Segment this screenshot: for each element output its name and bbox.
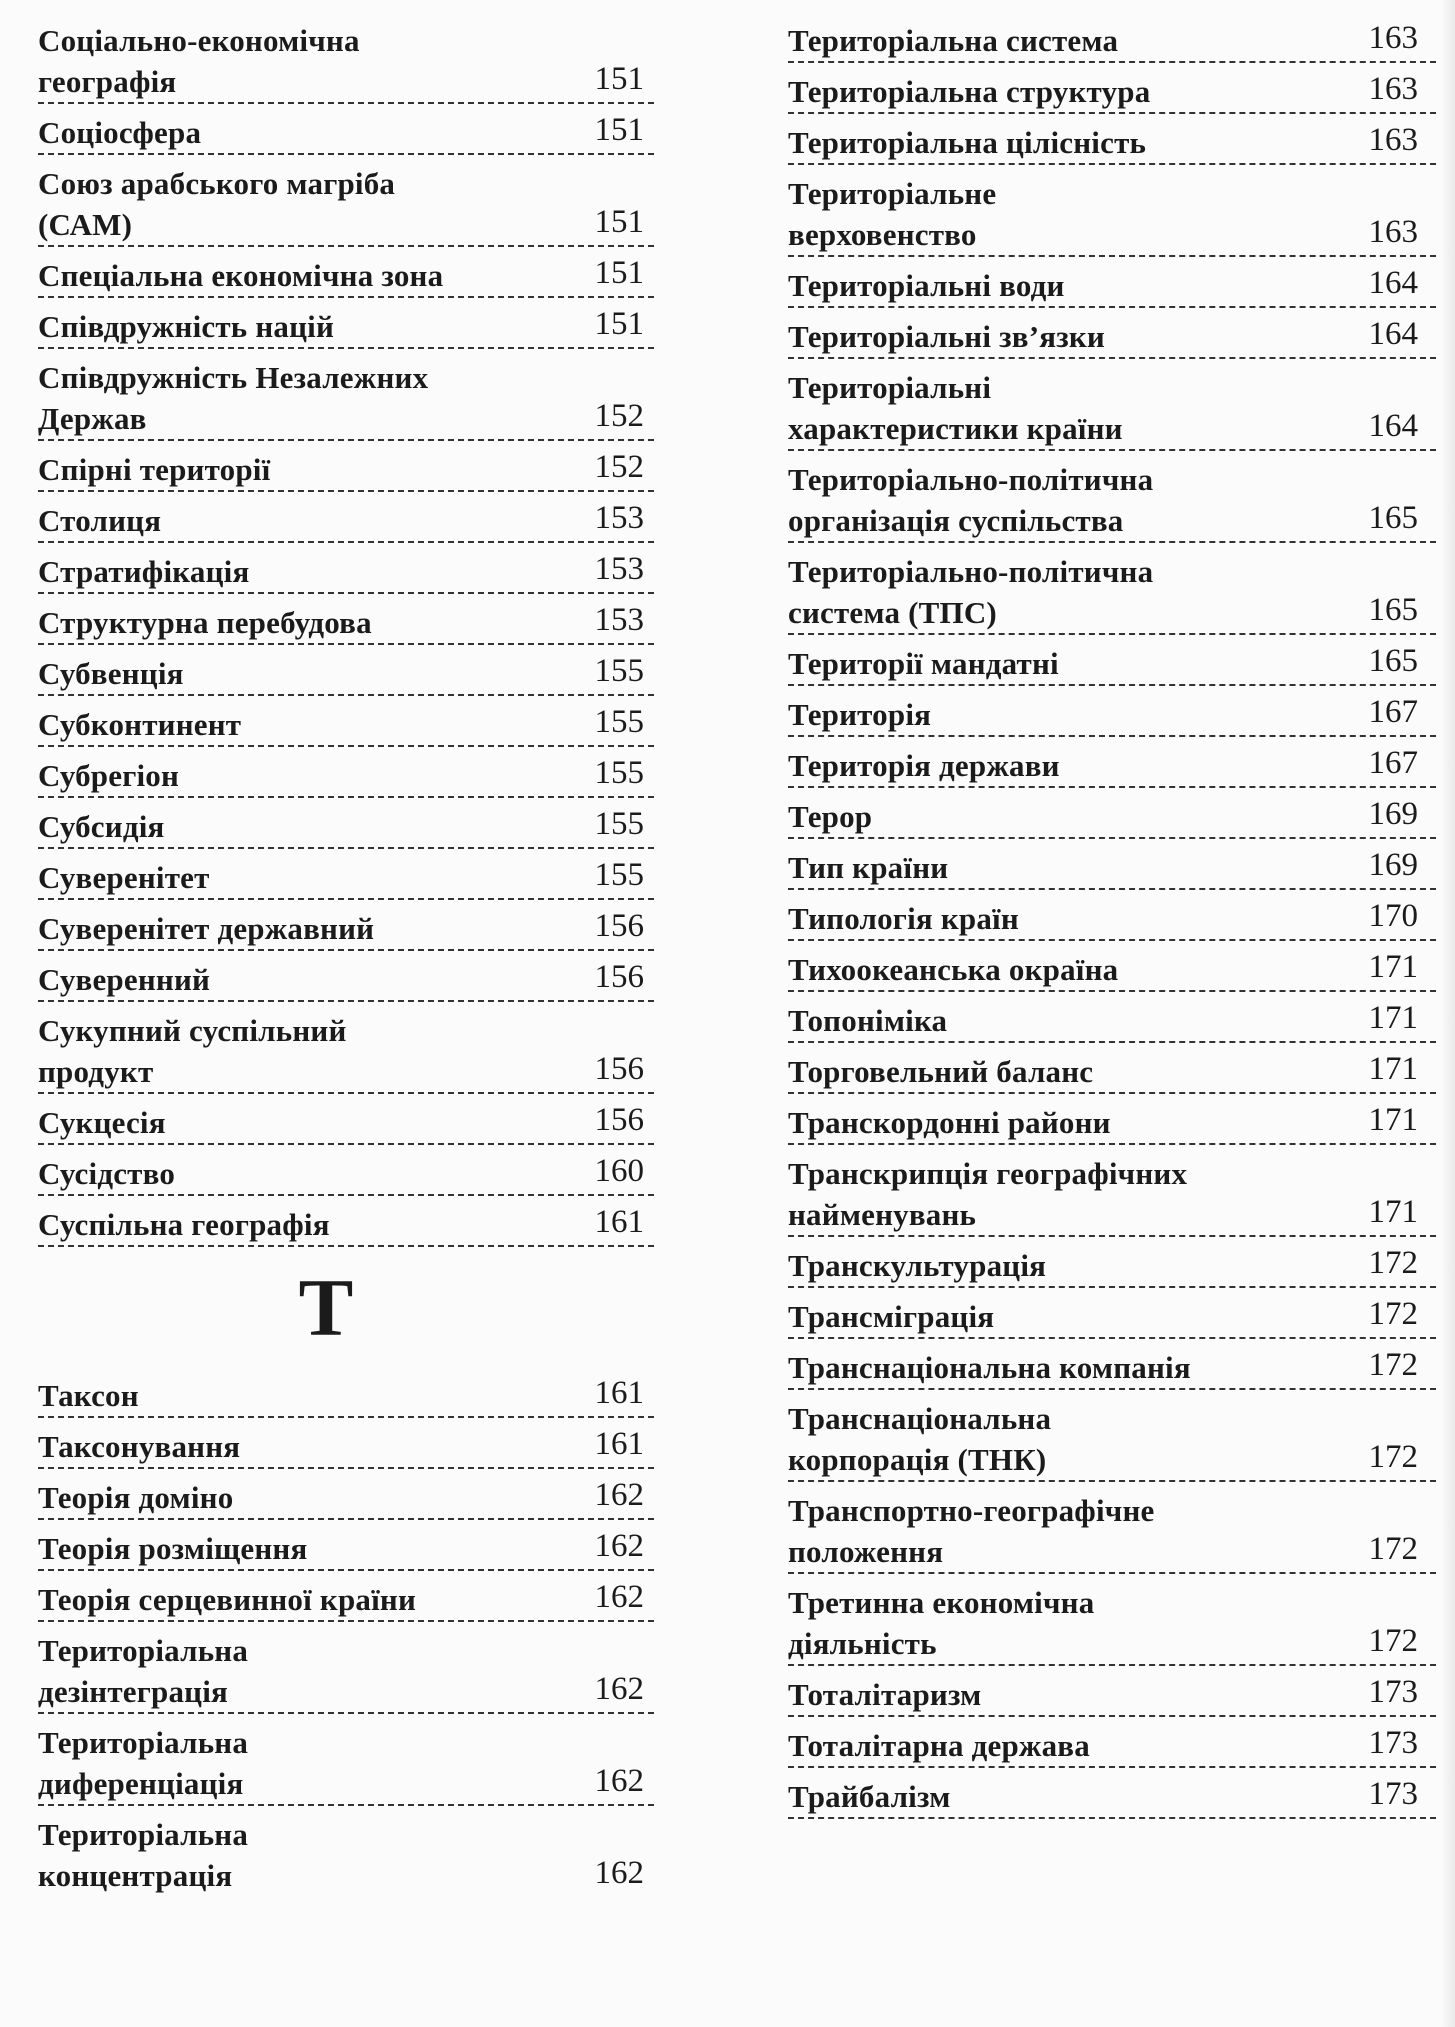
- index-page-number: 152: [594, 449, 644, 485]
- index-term: [788, 359, 1436, 449]
- index-term-line: Соціально-економічна: [38, 23, 360, 58]
- index-entry: [38, 1571, 654, 1622]
- index-entry: [38, 594, 654, 645]
- index-entry: [38, 543, 654, 594]
- index-term-line: Територіальна: [38, 1817, 249, 1852]
- index-entry: [788, 1339, 1436, 1390]
- index-entry: [38, 12, 654, 104]
- index-term-line: Територіально-політична: [788, 462, 1154, 497]
- index-page-number: 164: [1368, 408, 1418, 444]
- index-entry: [38, 492, 654, 543]
- index-page-number: 156: [594, 1051, 644, 1087]
- index-entry: [788, 992, 1436, 1043]
- index-page-number: 165: [1368, 500, 1418, 536]
- index-term: [788, 635, 1436, 684]
- index-column-right: [788, 12, 1436, 1819]
- index-term-line: (САМ): [38, 207, 133, 242]
- page-edge-shadow: [1441, 0, 1455, 2027]
- index-term-line: Трансміграція: [788, 1299, 995, 1334]
- index-term: [38, 1571, 654, 1620]
- index-term-line: Держав: [38, 401, 147, 436]
- index-term-line: Тоталітарна держава: [788, 1728, 1090, 1763]
- index-term-line: Теорія розміщення: [38, 1531, 308, 1566]
- index-term-line: Транспортно-географічне: [788, 1493, 1155, 1528]
- index-term: [38, 798, 654, 847]
- index-page-number: 160: [594, 1153, 644, 1189]
- index-entry: [788, 839, 1436, 890]
- index-term: [788, 1574, 1436, 1664]
- index-term: [788, 114, 1436, 163]
- index-term: [38, 849, 654, 898]
- index-entry: [38, 900, 654, 951]
- index-entry: [38, 1002, 654, 1094]
- index-entry: [788, 1482, 1436, 1574]
- index-term-line: Сукупний суспільний: [38, 1013, 347, 1048]
- index-term: [38, 1367, 654, 1416]
- index-entry: [788, 1145, 1436, 1237]
- index-entry: [788, 257, 1436, 308]
- index-entry: [38, 1469, 654, 1520]
- index-term-line: Теорія серцевинної країни: [38, 1582, 417, 1617]
- index-column-left: [38, 12, 654, 1896]
- index-entry: [788, 737, 1436, 788]
- index-term: [38, 1622, 654, 1712]
- index-term-line: Соціосфера: [38, 115, 202, 150]
- index-page-number: 171: [1368, 1051, 1418, 1087]
- index-term-line: Територіальна система: [788, 23, 1119, 58]
- index-entry: [788, 543, 1436, 635]
- index-entry: [788, 1094, 1436, 1145]
- index-term: [38, 1145, 654, 1194]
- index-page-number: 169: [1368, 796, 1418, 832]
- index-term-line: Територія держави: [788, 748, 1060, 783]
- index-term: [788, 1390, 1436, 1480]
- index-term-line: Співдружність націй: [38, 309, 335, 344]
- index-term-line: положення: [788, 1534, 944, 1569]
- index-term-line: Субвенція: [38, 656, 184, 691]
- index-page-number: 153: [594, 500, 644, 536]
- index-page-number: 171: [1368, 1000, 1418, 1036]
- index-entry: [788, 890, 1436, 941]
- index-page-number: 151: [594, 204, 644, 240]
- index-page-number: 162: [594, 1855, 644, 1891]
- index-term-line: Співдружність Незалежних: [38, 360, 429, 395]
- index-page-number: 161: [594, 1204, 644, 1240]
- index-entry: [38, 1806, 654, 1896]
- index-page-number: 155: [594, 857, 644, 893]
- index-term-line: Топоніміка: [788, 1003, 948, 1038]
- index-term: [38, 645, 654, 694]
- index-entry: [38, 1196, 654, 1247]
- index-term: [788, 308, 1436, 357]
- index-term-line: система (ТПС): [788, 595, 997, 630]
- index-term-line: Територіально-політична: [788, 554, 1154, 589]
- index-term-line: Суверенітет державний: [38, 911, 375, 946]
- index-term: [38, 1418, 654, 1467]
- index-group-s: [38, 12, 654, 1247]
- index-page-number: 151: [594, 112, 644, 148]
- index-term-line: Субконтинент: [38, 707, 242, 742]
- index-term: [788, 165, 1436, 255]
- index-term: [788, 12, 1436, 61]
- index-term-line: Транснаціональна: [788, 1401, 1052, 1436]
- index-term: [38, 441, 654, 490]
- index-term-line: Територіальні зв’язки: [788, 319, 1105, 354]
- index-page-number: 172: [1368, 1245, 1418, 1281]
- index-term-line: верховенство: [788, 217, 977, 252]
- index-entry: [38, 155, 654, 247]
- index-term-line: Типологія країн: [788, 901, 1019, 936]
- index-page-number: 162: [594, 1579, 644, 1615]
- index-entry: [788, 12, 1436, 63]
- index-term-line: Транскультурація: [788, 1248, 1047, 1283]
- index-term-line: Транснаціональна компанія: [788, 1350, 1191, 1385]
- index-entry: [38, 298, 654, 349]
- index-entry: [38, 849, 654, 900]
- index-term-line: Стратифікація: [38, 554, 250, 589]
- index-term-line: Тип країни: [788, 850, 949, 885]
- index-term: [788, 1237, 1436, 1286]
- index-page-number: 155: [594, 755, 644, 791]
- index-term-line: Третинна економічна: [788, 1585, 1095, 1620]
- index-page-number: 167: [1368, 694, 1418, 730]
- index-page-number: 156: [594, 1102, 644, 1138]
- index-term: [38, 349, 654, 439]
- index-term: [38, 247, 654, 296]
- index-term: [788, 737, 1436, 786]
- index-entry: [788, 1666, 1436, 1717]
- index-term: [788, 1094, 1436, 1143]
- index-page-number: 151: [594, 61, 644, 97]
- index-entry: [38, 104, 654, 155]
- index-term-line: Територіальна структура: [788, 74, 1151, 109]
- index-page-number: 171: [1368, 949, 1418, 985]
- index-term-line: Транскрипція географічних: [788, 1156, 1188, 1191]
- index-page-number: 155: [594, 653, 644, 689]
- index-page-number: 155: [594, 806, 644, 842]
- index-entry: [788, 1717, 1436, 1768]
- index-page-number: 162: [594, 1763, 644, 1799]
- index-term: [788, 992, 1436, 1041]
- index-term-line: Території мандатні: [788, 646, 1059, 681]
- index-term-line: Терор: [788, 799, 873, 834]
- index-term-line: Субсидія: [38, 809, 165, 844]
- index-term-line: концентрація: [38, 1858, 233, 1893]
- index-term-line: Торговельний баланс: [788, 1054, 1094, 1089]
- index-term: [788, 1288, 1436, 1337]
- index-term: [788, 63, 1436, 112]
- index-term: [38, 696, 654, 745]
- index-term-line: Територія: [788, 697, 932, 732]
- index-entry: [788, 635, 1436, 686]
- index-entry: [38, 645, 654, 696]
- index-term-line: Теорія доміно: [38, 1480, 234, 1515]
- index-term: [38, 1196, 654, 1245]
- index-term-line: Таксон: [38, 1378, 139, 1413]
- index-group-t: [38, 1367, 654, 1896]
- index-term: [38, 104, 654, 153]
- index-page-number: 165: [1368, 643, 1418, 679]
- index-page-number: 171: [1368, 1102, 1418, 1138]
- index-page-number: 173: [1368, 1725, 1418, 1761]
- index-page-number: 173: [1368, 1674, 1418, 1710]
- index-term-line: Столиця: [38, 503, 162, 538]
- index-entry: [788, 1390, 1436, 1482]
- index-entry: [38, 1520, 654, 1571]
- index-term: [788, 1145, 1436, 1235]
- index-entry: [38, 1145, 654, 1196]
- index-page-number: 172: [1368, 1439, 1418, 1475]
- index-page-number: 151: [594, 306, 644, 342]
- index-term-line: діяльність: [788, 1626, 937, 1661]
- index-page-number: 165: [1368, 592, 1418, 628]
- index-term-line: Спеціальна економічна зона: [38, 258, 444, 293]
- index-page-number: 151: [594, 255, 644, 291]
- index-group-t-continued: [788, 12, 1436, 1819]
- index-term: [38, 155, 654, 245]
- index-entry: [788, 1288, 1436, 1339]
- index-page-number: 172: [1368, 1531, 1418, 1567]
- index-entry: [788, 686, 1436, 737]
- index-entry: [788, 1768, 1436, 1819]
- index-page-number: 163: [1368, 214, 1418, 250]
- index-entry: [788, 1237, 1436, 1288]
- index-entry: [788, 1574, 1436, 1666]
- index-entry: [788, 63, 1436, 114]
- index-entry: [38, 951, 654, 1002]
- index-page-number: 171: [1368, 1194, 1418, 1230]
- index-term: [38, 1520, 654, 1569]
- index-term: [788, 1717, 1436, 1766]
- index-entry: [38, 747, 654, 798]
- index-page-number: 170: [1368, 898, 1418, 934]
- index-entry: [38, 441, 654, 492]
- index-page-number: 167: [1368, 745, 1418, 781]
- index-term-line: географія: [38, 64, 177, 99]
- index-entry: [38, 696, 654, 747]
- index-term-line: Структурна перебудова: [38, 605, 372, 640]
- index-term-line: Сукцесія: [38, 1105, 166, 1140]
- index-term-line: Таксонування: [38, 1429, 241, 1464]
- index-term: [38, 12, 654, 102]
- index-page-number: 162: [594, 1528, 644, 1564]
- index-term-line: найменувань: [788, 1197, 977, 1232]
- index-term: [38, 543, 654, 592]
- index-term-line: Тихоокеанська окраїна: [788, 952, 1119, 987]
- index-page-number: 169: [1368, 847, 1418, 883]
- index-page-number: 172: [1368, 1623, 1418, 1659]
- index-entry: [38, 1714, 654, 1806]
- index-term: [38, 747, 654, 796]
- index-term-line: Суверенітет: [38, 860, 210, 895]
- index-page-number: 162: [594, 1477, 644, 1513]
- index-entry: [788, 1043, 1436, 1094]
- index-term-line: Тоталітаризм: [788, 1677, 982, 1712]
- index-page-number: 152: [594, 398, 644, 434]
- index-term: [788, 451, 1436, 541]
- index-page-number: 164: [1368, 316, 1418, 352]
- index-term: [38, 951, 654, 1000]
- index-term-line: Транскордонні райони: [788, 1105, 1111, 1140]
- index-term: [788, 788, 1436, 837]
- index-page-number: 161: [594, 1426, 644, 1462]
- index-entry: [788, 114, 1436, 165]
- index-entry: [38, 1367, 654, 1418]
- index-page-number: 155: [594, 704, 644, 740]
- index-term: [38, 1469, 654, 1518]
- index-page-number: 162: [594, 1671, 644, 1707]
- index-term-line: диференціація: [38, 1766, 244, 1801]
- index-entry: [38, 349, 654, 441]
- index-term-line: продукт: [38, 1054, 154, 1089]
- index-term: [788, 543, 1436, 633]
- index-term: [38, 1002, 654, 1092]
- index-entry: [788, 941, 1436, 992]
- index-entry: [38, 1622, 654, 1714]
- index-term-line: дезінтеграція: [38, 1674, 229, 1709]
- index-term: [788, 1768, 1436, 1817]
- index-page-number: 173: [1368, 1776, 1418, 1812]
- index-page-number: 161: [594, 1375, 644, 1411]
- index-term-line: Територіальні води: [788, 268, 1065, 303]
- index-term: [38, 492, 654, 541]
- index-page-number: 156: [594, 959, 644, 995]
- index-term-line: Спірні території: [38, 452, 271, 487]
- index-term-line: Сусідство: [38, 1156, 176, 1191]
- index-term: [788, 257, 1436, 306]
- index-entry: [38, 1094, 654, 1145]
- index-term-line: корпорація (ТНК): [788, 1442, 1047, 1477]
- index-term: [38, 900, 654, 949]
- index-page-number: 163: [1368, 71, 1418, 107]
- index-term: [788, 890, 1436, 939]
- index-term-line: Союз арабського магріба: [38, 166, 396, 201]
- index-entry: [38, 798, 654, 849]
- index-term-line: характеристики країни: [788, 411, 1123, 446]
- index-entry: [788, 788, 1436, 839]
- index-entry: [38, 247, 654, 298]
- index-term: [788, 1482, 1436, 1572]
- index-term-line: Територіальна: [38, 1725, 249, 1760]
- index-term: [38, 594, 654, 643]
- index-page-number: 172: [1368, 1296, 1418, 1332]
- index-entry: [788, 451, 1436, 543]
- index-page-number: 172: [1368, 1347, 1418, 1383]
- index-term-line: організація суспільства: [788, 503, 1124, 538]
- index-term-line: Територіальні: [788, 370, 992, 405]
- index-term: [38, 1094, 654, 1143]
- index-term-line: Територіальне: [788, 176, 997, 211]
- index-term-line: Суспільна географія: [38, 1207, 330, 1242]
- index-term: [788, 1666, 1436, 1715]
- index-term: [788, 1043, 1436, 1092]
- index-page-number: 163: [1368, 122, 1418, 158]
- index-term-line: Територіальна: [38, 1633, 249, 1668]
- letter-heading: Т: [298, 1262, 354, 1353]
- index-term-line: Територіальна цілісність: [788, 125, 1147, 160]
- index-term: [788, 1339, 1436, 1388]
- index-page-number: 156: [594, 908, 644, 944]
- index-page-number: 164: [1368, 265, 1418, 301]
- index-term-line: Суверенний: [38, 962, 211, 997]
- index-entry: [38, 1418, 654, 1469]
- index-page-number: 163: [1368, 20, 1418, 56]
- index-term: [38, 298, 654, 347]
- index-term: [788, 941, 1436, 990]
- index-page-number: 153: [594, 602, 644, 638]
- index-term: [788, 839, 1436, 888]
- index-entry: [788, 359, 1436, 451]
- index-term: [38, 1714, 654, 1804]
- index-term: [38, 1806, 654, 1896]
- index-term-line: Трайбалізм: [788, 1779, 951, 1814]
- index-term: [788, 686, 1436, 735]
- index-entry: [788, 165, 1436, 257]
- index-term-line: Субрегіон: [38, 758, 180, 793]
- index-page-number: 153: [594, 551, 644, 587]
- index-entry: [788, 308, 1436, 359]
